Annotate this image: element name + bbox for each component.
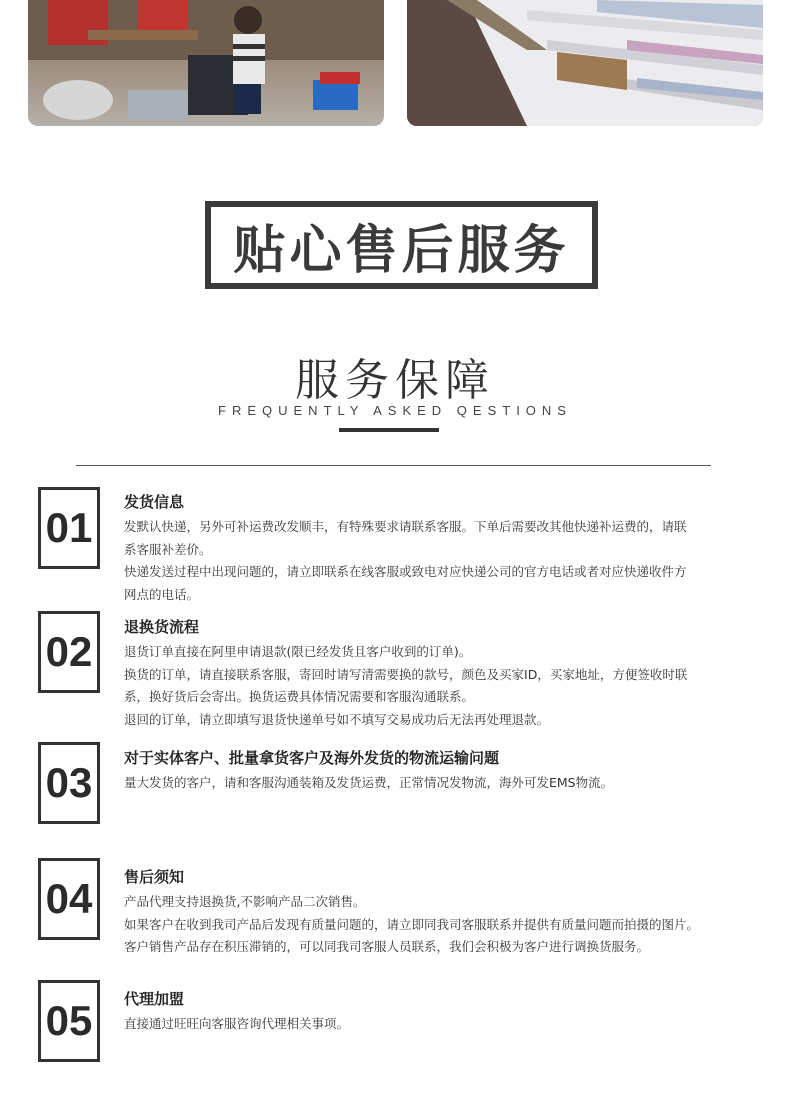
faq-text: 直接通过旺旺向客服咨询代理相关事项。 (124, 1016, 350, 1031)
faq-number-04: 04 (38, 858, 100, 940)
faq-item-shipping (124, 491, 734, 606)
faq-text: 产品代理支持退换货,不影响产品二次销售。 (124, 894, 366, 909)
faq-number-02: 02 (38, 611, 100, 693)
faq-number-03: 03 (38, 742, 100, 824)
faq-text: 如果客户在收到我司产品后发现有质量问题的，请立即同我司客服联系并提供有质量问题而拍摄的图片。 (124, 916, 700, 932)
workshop-photo-art (28, 0, 384, 126)
faq-text: 快递发送过程中出现问题的，请立即联系在线客服或致电对应快递公司的官方电话或者对应快递收件方 (124, 564, 687, 579)
title-underline (339, 428, 439, 432)
faq-item-logistics (124, 747, 734, 795)
shelf-photo-art (407, 0, 763, 126)
faq-text: 网点的电话。 (124, 586, 200, 602)
faq-text: 换货的订单，请直接联系客服，寄回时请写清需要换的款号，颜色及买家ID，买家地址，方便签收时联 (124, 666, 688, 682)
faq-text: 量大发货的客户，请和客服沟通装箱及发货运费，正常情况发物流，海外可发EMS物流。 (124, 775, 614, 790)
faq-item-agency (124, 988, 734, 1036)
faq-title: 对于实体客户、批量拿货客户及海外发货的物流运输问题 (124, 749, 500, 767)
faq-text: 发默认快递，另外可补运费改发顺丰，有特殊要求请联系客服。下单后需要改其他快递补运费的，请联 (124, 519, 687, 534)
faq-item-after-sales (124, 866, 734, 959)
faq-text: 系，换好货后会寄出。换货运费具体情况需要和客服沟通联系。 (124, 689, 475, 704)
section-title: 服务保障 (295, 355, 495, 406)
faq-title: 售后须知 (124, 868, 185, 886)
faq-item-returns (124, 616, 734, 731)
divider (76, 465, 711, 466)
faq-text: 退货订单直接在阿里申请退款(限已经发货且客户收到的订单)。 (124, 644, 472, 659)
faq-text: 系客服补差价。 (124, 541, 212, 557)
faq-number-01: 01 (38, 487, 100, 569)
faq-title: 退换货流程 (124, 618, 200, 636)
section-subtitle: FREQUENTLY ASKED QESTIONS (218, 403, 572, 418)
faq-title: 代理加盟 (124, 990, 185, 1008)
faq-title: 发货信息 (124, 493, 185, 511)
faq-text: 客户销售产品存在积压滞销的，可以同我司客服人员联系，我们会积极为客户进行调换货服务。 (124, 939, 650, 954)
workshop-photo (28, 0, 384, 126)
faq-number-05: 05 (38, 980, 100, 1062)
banner-title: 贴心售后服务 (205, 201, 598, 289)
photo-strip (0, 0, 790, 126)
shelf-photo (407, 0, 763, 126)
faq-text: 退回的订单，请立即填写退货快递单号如不填写交易成功后无法再处理退款。 (124, 711, 550, 727)
